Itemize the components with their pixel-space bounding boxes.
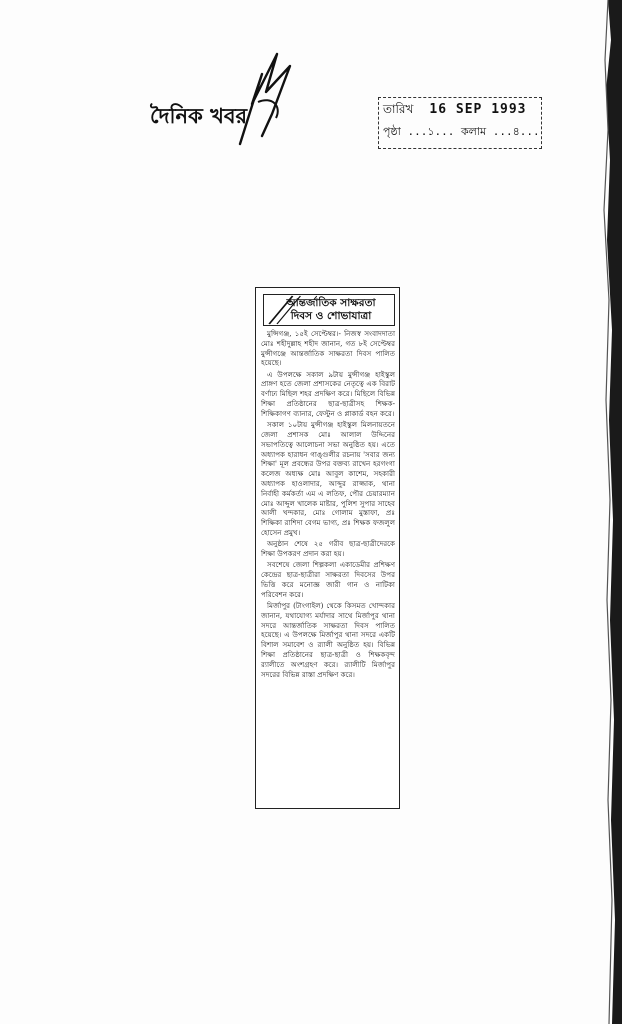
- article-headline: [263, 294, 395, 326]
- article-paragraph: মির্জাপুর (টাংগাইল) থেকে কিসমত খোন্দকার জানান, যথাযোগ্য মর্যাদার সাথে মির্জাপুর থানা সদরে আন্তর্জাতিক সাক্ষরতা দিবস পালিত হয়েছে। এ উপলক্ষে মির্জাপুর থানা সদরে একটি বিশাল সমাবেশ ও র‍্যালী অনুষ্ঠিত হয়। বিভিন্ন শিক্ষা প্রতিষ্ঠানের ছাত্র-ছাত্রী ও শিক্ষকবৃন্দ র‍্যালীতে অংশগ্রহণ করে। র‍্যালীটি মির্জাপুর সদরের বিভিন্ন রাস্তা প্রদক্ষিণ করে।: [261, 601, 395, 679]
- newspaper-masthead: দৈনিক খবর: [150, 103, 248, 128]
- newspaper-clipping: [255, 287, 400, 809]
- headline-line-2: দিবস ও শোভাযাত্রা: [290, 310, 372, 322]
- article-paragraph: এ উপলক্ষে সকাল ৯টায় মুন্সীগঞ্জ হাইস্কুল প্রাঙ্গণ হতে জেলা প্রশাসকের নেতৃত্বে এক বিরাট বর্ণাঢ্য মিছিল শহর প্রদক্ষিণ করে। মিছিলে বিভিন্ন শিক্ষা প্রতিষ্ঠানের ছাত্র-ছাত্রীসহ শিক্ষক-শিক্ষিকাগণ ব্যানার, ফেস্টুন ও প্লাকার্ড বহন করে।: [261, 369, 395, 418]
- article-body: [261, 329, 395, 679]
- stamp-page-column: পৃষ্ঠা ...১... কলাম ...৪...: [383, 125, 540, 138]
- date-stamp: [378, 97, 542, 149]
- article-paragraph: অনুষ্ঠান শেষে ২৫ গরীব ছাত্র-ছাত্রীদেরকে শিক্ষা উপকরণ প্রদান করা হয়।: [261, 539, 395, 559]
- article-paragraph: সকাল ১০টায় মুন্সীগঞ্জ হাইস্কুল মিলনায়তনে জেলা প্রশাসক মোঃ আলাল উদ্দিনের সভাপতিত্বে আলোচনা সভা অনুষ্ঠিত হয়। এতে অধ্যাপক হারাধন গাঙ্গুলীর রচনায় 'সবার জন্য শিক্ষা' মূল প্রবন্ধের উপর বক্তব্য রাখেন হরগংগা কলেজ অধ্যক্ষ মোঃ আবুল কাশেম, সহকারী অধ্যাপক হাওলাদার, আব্দুর রাজ্জাক, থানা নির্বাহী কর্মকর্তা এম এ লতিফ, পৌর চেয়ারম্যান মোঃ আব্দুল খালেক মাষ্টার, পুলিশ সুপার সাহেব আলী খন্দকার, মোঃ গোলাম মুস্তাফা, প্রঃ শিক্ষিকা রাশিদা বেগম ভাগ্য, প্রঃ শিক্ষক ফজলুল হোসেন প্রমুখ।: [261, 420, 395, 537]
- headline-strike: [264, 295, 394, 325]
- stamp-date-label: তারিখ: [383, 102, 414, 116]
- handwritten-scribble: [232, 44, 298, 152]
- headline-line-1: আন্তর্জাতিক সাক্ষরতা: [286, 297, 376, 309]
- article-paragraph: সবশেষে জেলা শিল্পকলা একাডেমীর প্রশিক্ষণ কেন্দ্রের ছাত্র-ছাত্রীরা সাক্ষরতা দিবসের উপর ভিত্তি করে মনোজ্ঞ জারী গান ও নাটিকা পরিবেশন করে।: [261, 560, 395, 599]
- article-paragraph: মুন্সিগঞ্জ, ১৫ই সেপ্টেম্বর।- নিজস্ব সংবাদদাতা মোঃ শহীদুল্লাহ শহীদ জানান, গত ৮ই সেপ্টেম্বর মুন্সীগঞ্জে আন্তর্জাতিক সাক্ষরতা দিবস পালিত হয়েছে।: [261, 329, 395, 368]
- scan-edge-shadow: [600, 0, 622, 1024]
- stamp-date-value: 16 SEP 1993: [429, 102, 527, 117]
- stamp-date-row: [383, 101, 527, 121]
